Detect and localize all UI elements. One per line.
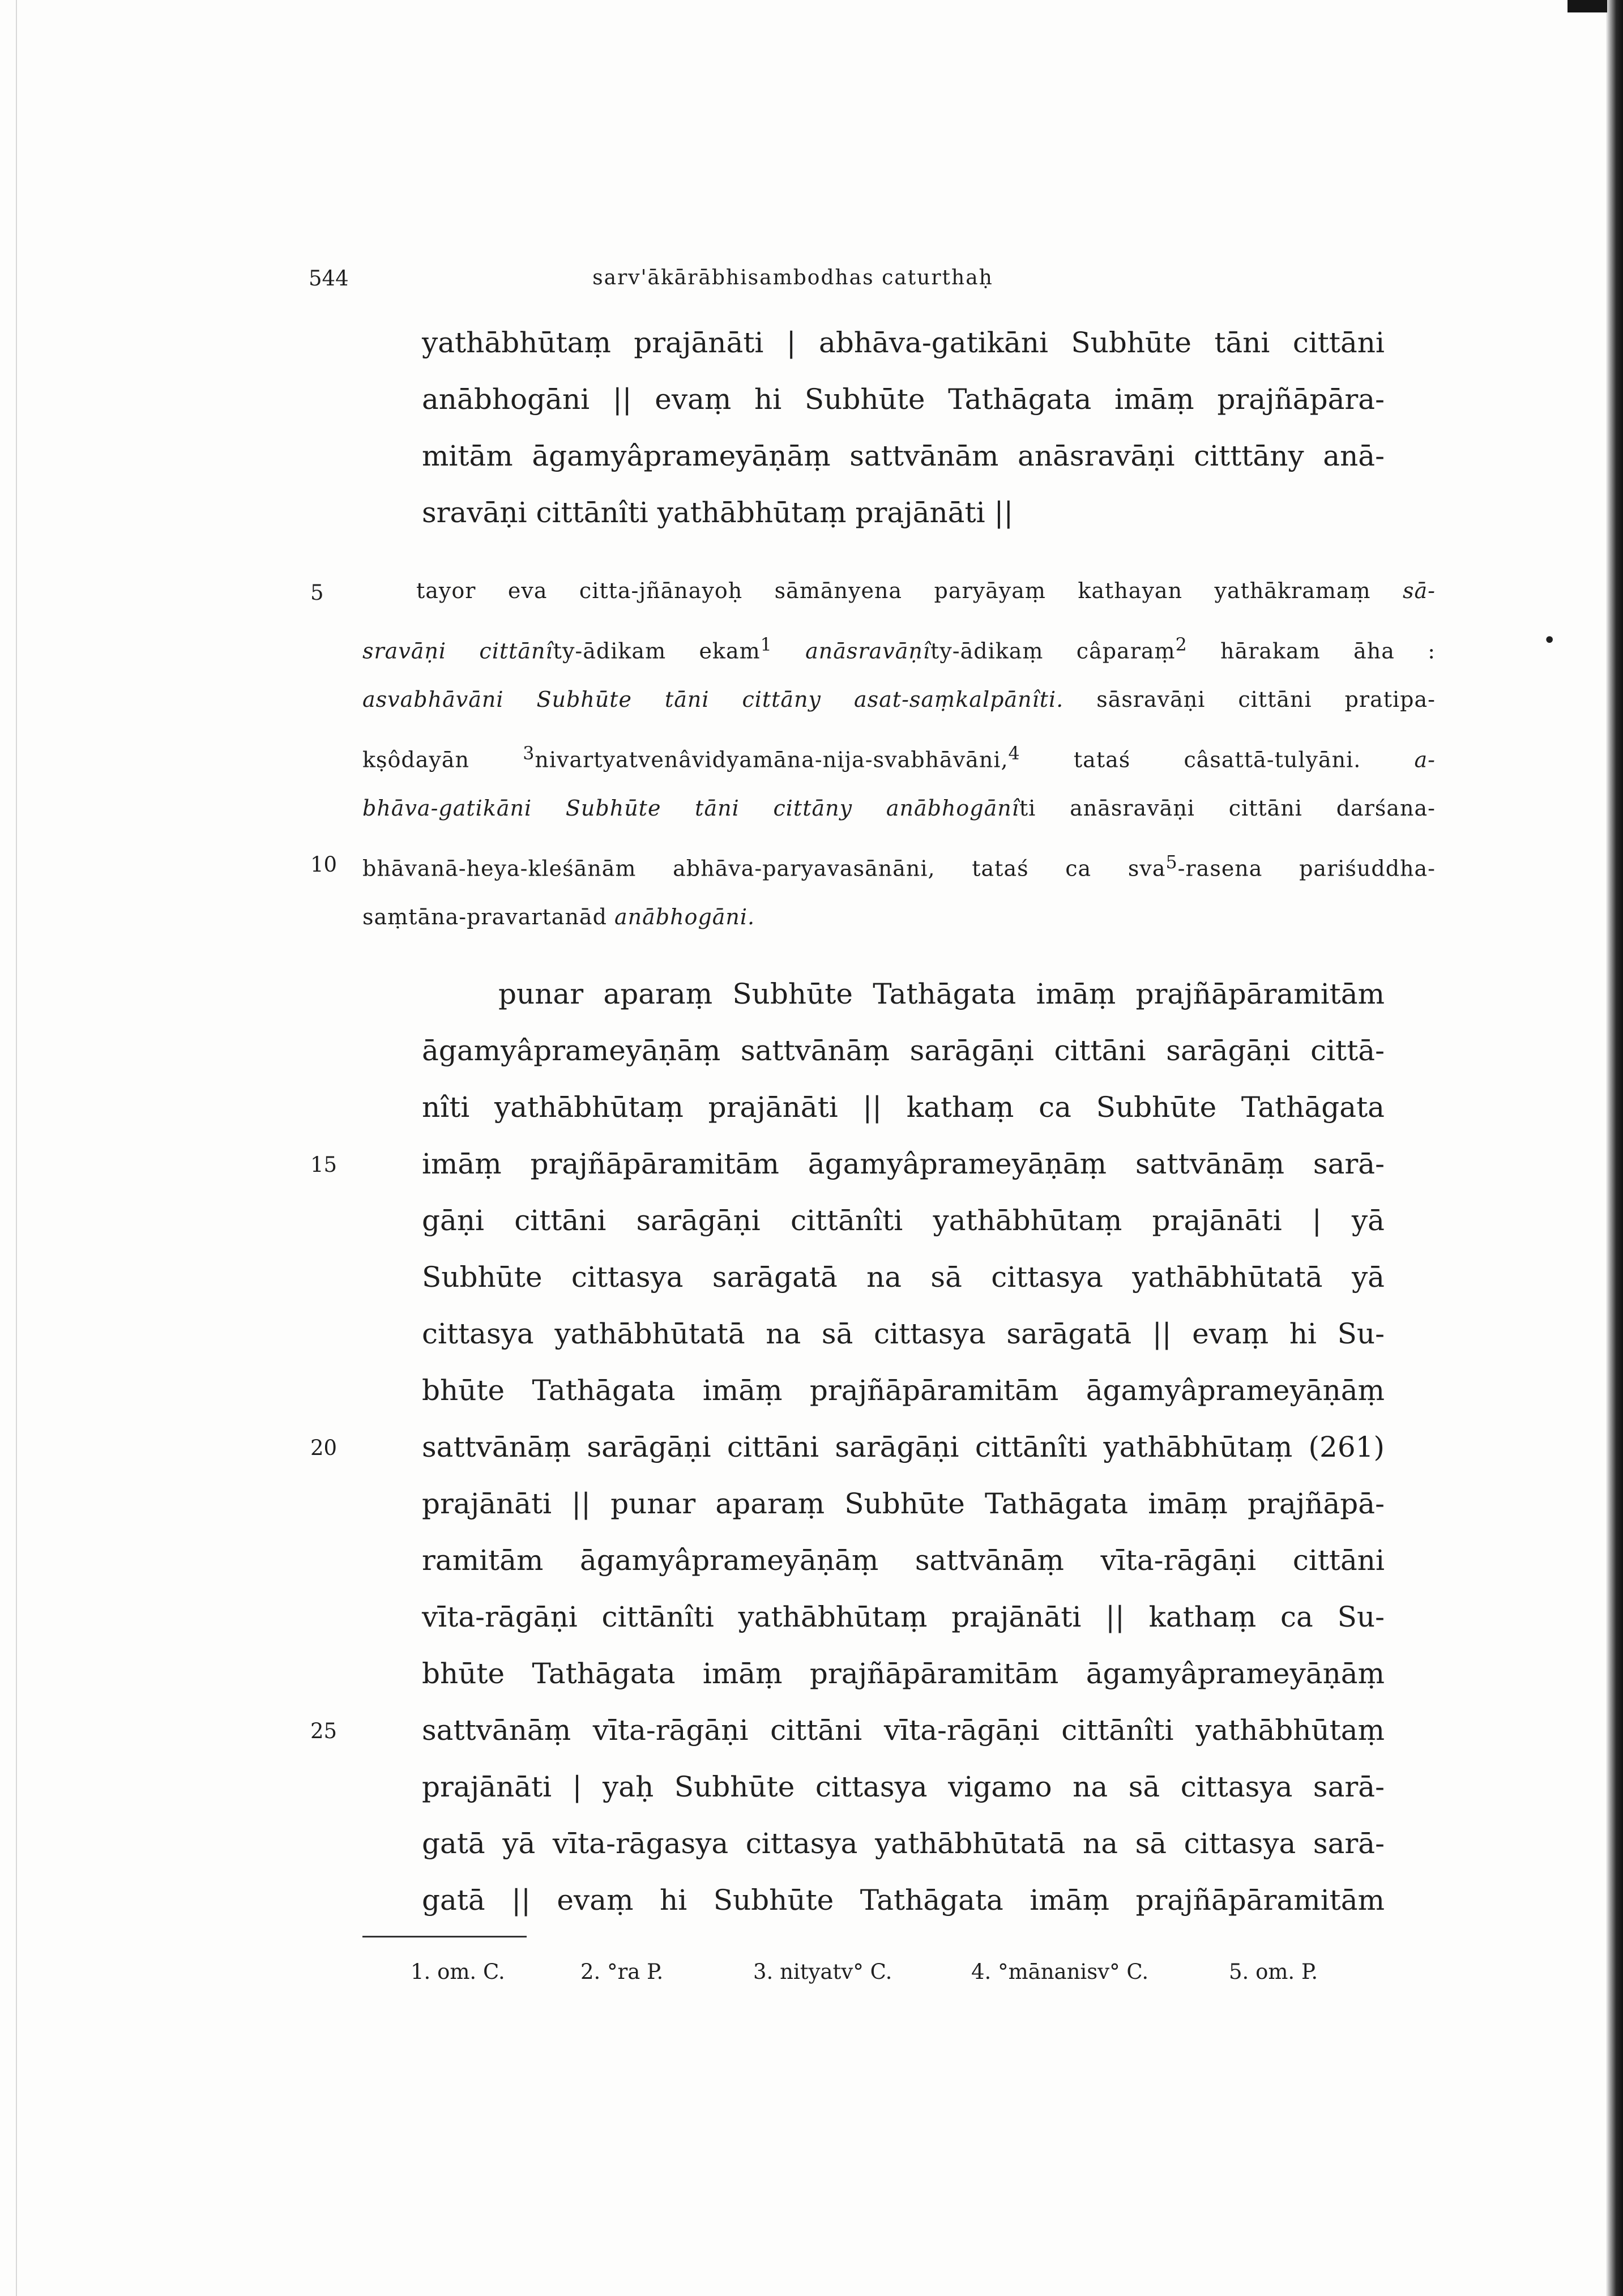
text-line: cittasya yathābhūtatā na sā cittasya sarāgatā || evaṃ hi Su- — [422, 1317, 1385, 1350]
scan-corner-mark — [1568, 0, 1607, 12]
line-number: 15 — [310, 1153, 338, 1177]
text-line: prajānāti | yaḥ Subhūte cittasya vigamo na sā cittasya sarā- — [422, 1770, 1385, 1803]
line-number: 5 — [310, 581, 324, 605]
commentary-line: tayor eva citta-jñānayoḥ sāmānyena paryāyaṃ kathayan yathākramaṃ sā- — [416, 578, 1436, 603]
commentary-line: kṣôdayān $^3$nivartyatvenâvidyamāna-nija-svabhāvāni,$^4$ tataś câsattā-tulyāni. a- — [362, 744, 1436, 773]
text-line: sattvānāṃ sarāgāṇi cittāni sarāgāṇi cittānîti yathābhūtaṃ (261) — [422, 1431, 1385, 1463]
text-line: prajānāti || punar aparaṃ Subhūte Tathāgata imāṃ prajñāpā- — [422, 1487, 1385, 1520]
text-line: yathābhūtaṃ prajānāti | abhāva-gatikāni Subhūte tāni cittāni — [422, 326, 1385, 359]
text-line: sattvānāṃ vīta-rāgāṇi cittāni vīta-rāgāṇi cittānîti yathābhūtaṃ — [422, 1714, 1385, 1747]
text-line: Subhūte cittasya sarāgatā na sā cittasya yathābhūtatā yā — [422, 1261, 1385, 1294]
text-line: ramitām āgamyâprameyāṇāṃ sattvānāṃ vīta-rāgāṇi cittāni — [422, 1544, 1385, 1577]
line-number: 25 — [310, 1719, 338, 1743]
scan-right-edge — [1606, 0, 1623, 2296]
footnote: 2. °ra P. — [580, 1960, 664, 1984]
text-line: bhūte Tathāgata imāṃ prajñāpāramitām āgamyâprameyāṇāṃ — [422, 1374, 1385, 1407]
scan-left-edge — [16, 0, 17, 2296]
footnote: 4. °mānanisv° C. — [971, 1960, 1149, 1984]
text-line: bhūte Tathāgata imāṃ prajñāpāramitām āgamyâprameyāṇāṃ — [422, 1657, 1385, 1690]
line-number: 10 — [310, 852, 338, 877]
text-line: anābhogāni || evaṃ hi Subhūte Tathāgata imāṃ prajñāpāra- — [422, 383, 1385, 416]
text-line: punar aparaṃ Subhūte Tathāgata imāṃ prajñāpāramitām — [498, 978, 1385, 1010]
running-title: sarv'ākārābhisambodhas caturthaḥ — [592, 266, 993, 289]
commentary-line: saṃtāna-pravartanād anābhogāni. — [362, 904, 755, 929]
footnote: 1. om. C. — [411, 1960, 505, 1984]
commentary-line: bhāva-gatikāni Subhūte tāni cittāny anābhogānîti anāsravāṇi cittāni darśana- — [362, 796, 1436, 821]
line-number: 20 — [310, 1436, 338, 1460]
page-number: 544 — [309, 266, 349, 291]
margin-mark: • — [1543, 628, 1556, 654]
running-head — [0, 266, 1623, 300]
footnote: 5. om. P. — [1229, 1960, 1318, 1984]
commentary-line: asvabhāvāni Subhūte tāni cittāny asat-saṃkalpānîti. sāsravāṇi cittāni pratipa- — [362, 687, 1436, 712]
footnote: 3. nityatv° C. — [753, 1960, 892, 1984]
text-line: sravāṇi cittānîti yathābhūtaṃ prajānāti || — [422, 496, 1014, 529]
text-line: vīta-rāgāṇi cittānîti yathābhūtaṃ prajānāti || kathaṃ ca Su- — [422, 1601, 1385, 1633]
text-line: gatā yā vīta-rāgasya cittasya yathābhūtatā na sā cittasya sarā- — [422, 1827, 1385, 1860]
text-line: gāṇi cittāni sarāgāṇi cittānîti yathābhūtaṃ prajānāti | yā — [422, 1204, 1385, 1237]
text-line: nîti yathābhūtaṃ prajānāti || kathaṃ ca Subhūte Tathāgata — [422, 1091, 1385, 1124]
text-line: mitām āgamyâprameyāṇāṃ sattvānām anāsravāṇi citttāny anā- — [422, 439, 1385, 472]
text-line: āgamyâprameyāṇāṃ sattvānāṃ sarāgāṇi cittāni sarāgāṇi cittā- — [422, 1034, 1385, 1067]
text-line: gatā || evaṃ hi Subhūte Tathāgata imāṃ prajñāpāramitām — [422, 1884, 1385, 1917]
commentary-line: sravāṇi cittānîty-ādikam ekam$^1$ anāsravāṇîty-ādikaṃ câparaṃ$^2$ hārakam āha : — [362, 635, 1436, 664]
commentary-line: bhāvanā-heya-kleśānām abhāva-paryavasānāni, tataś ca sva$^5$-rasena pariśuddha- — [362, 852, 1436, 881]
footnote-rule — [362, 1936, 527, 1937]
text-line: imāṃ prajñāpāramitām āgamyâprameyāṇāṃ sattvānāṃ sarā- — [422, 1147, 1385, 1180]
